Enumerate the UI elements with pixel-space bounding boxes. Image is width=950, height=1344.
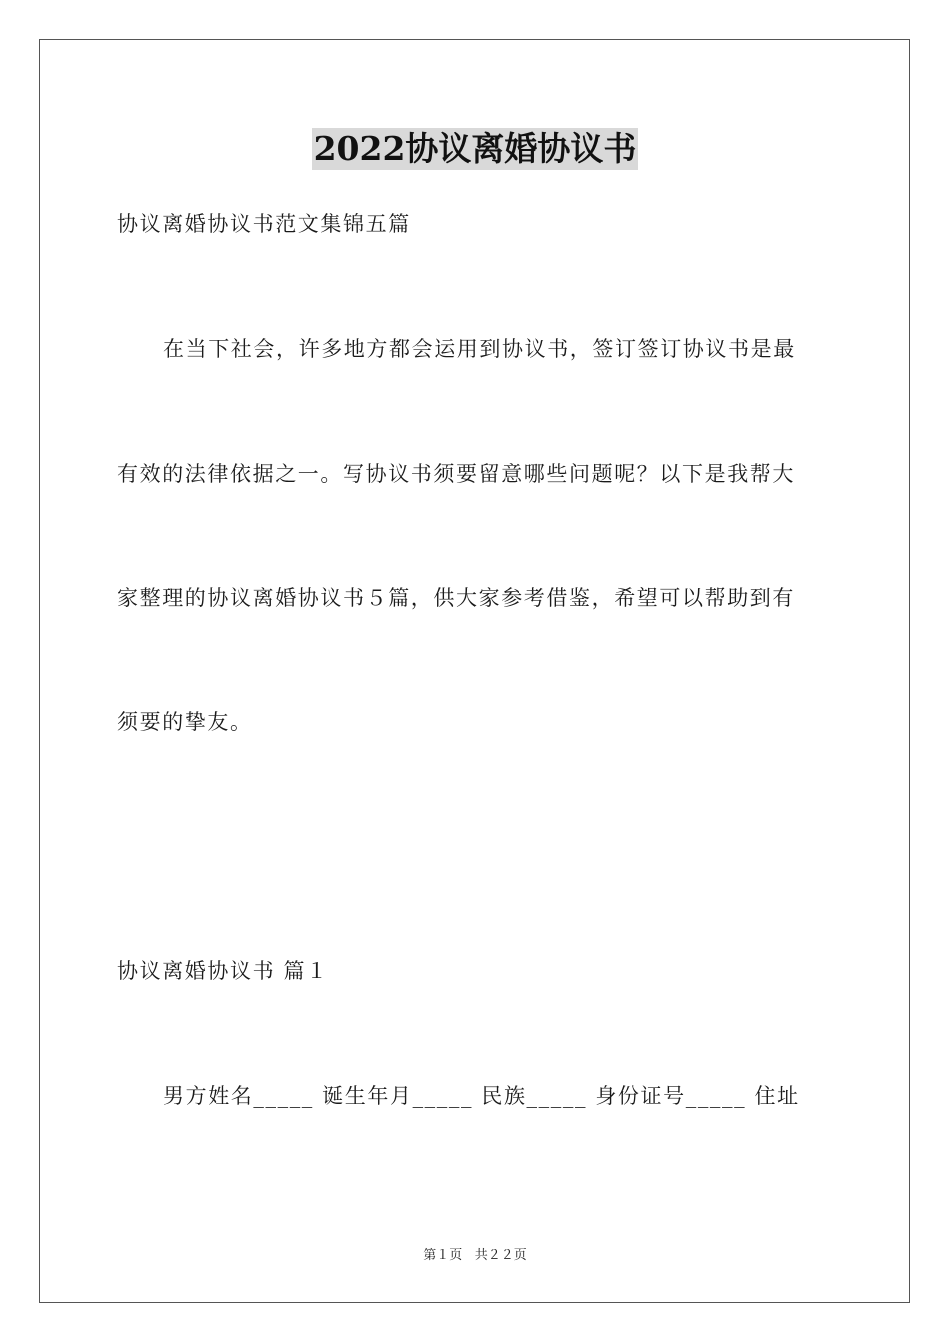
intro-line-1: 在当下社会，许多地方都会运用到协议书，签订签订协议书是最 xyxy=(163,337,796,361)
page-footer xyxy=(0,1247,950,1265)
intro-line-2: 有效的法律依据之一。写协议书须要留意哪些问题呢？以下是我帮大 xyxy=(117,462,795,486)
title-container xyxy=(0,128,950,170)
document-title: 2022协议离婚协议书 xyxy=(313,129,637,168)
form-line: 男方姓名_____ 诞生年月_____ 民族_____ 身份证号_____ 住址 xyxy=(163,1084,800,1108)
page-total: 共２２页 xyxy=(474,1248,527,1263)
document-subtitle: 协议离婚协议书范文集锦五篇 xyxy=(117,212,411,236)
intro-line-3: 家整理的协议离婚协议书５篇，供大家参考借鉴，希望可以帮助到有 xyxy=(117,586,795,610)
intro-line-4: 须要的挚友。 xyxy=(117,710,253,734)
section-heading: 协议离婚协议书 篇１ xyxy=(117,959,329,983)
page-number: 第１页 xyxy=(423,1248,463,1263)
